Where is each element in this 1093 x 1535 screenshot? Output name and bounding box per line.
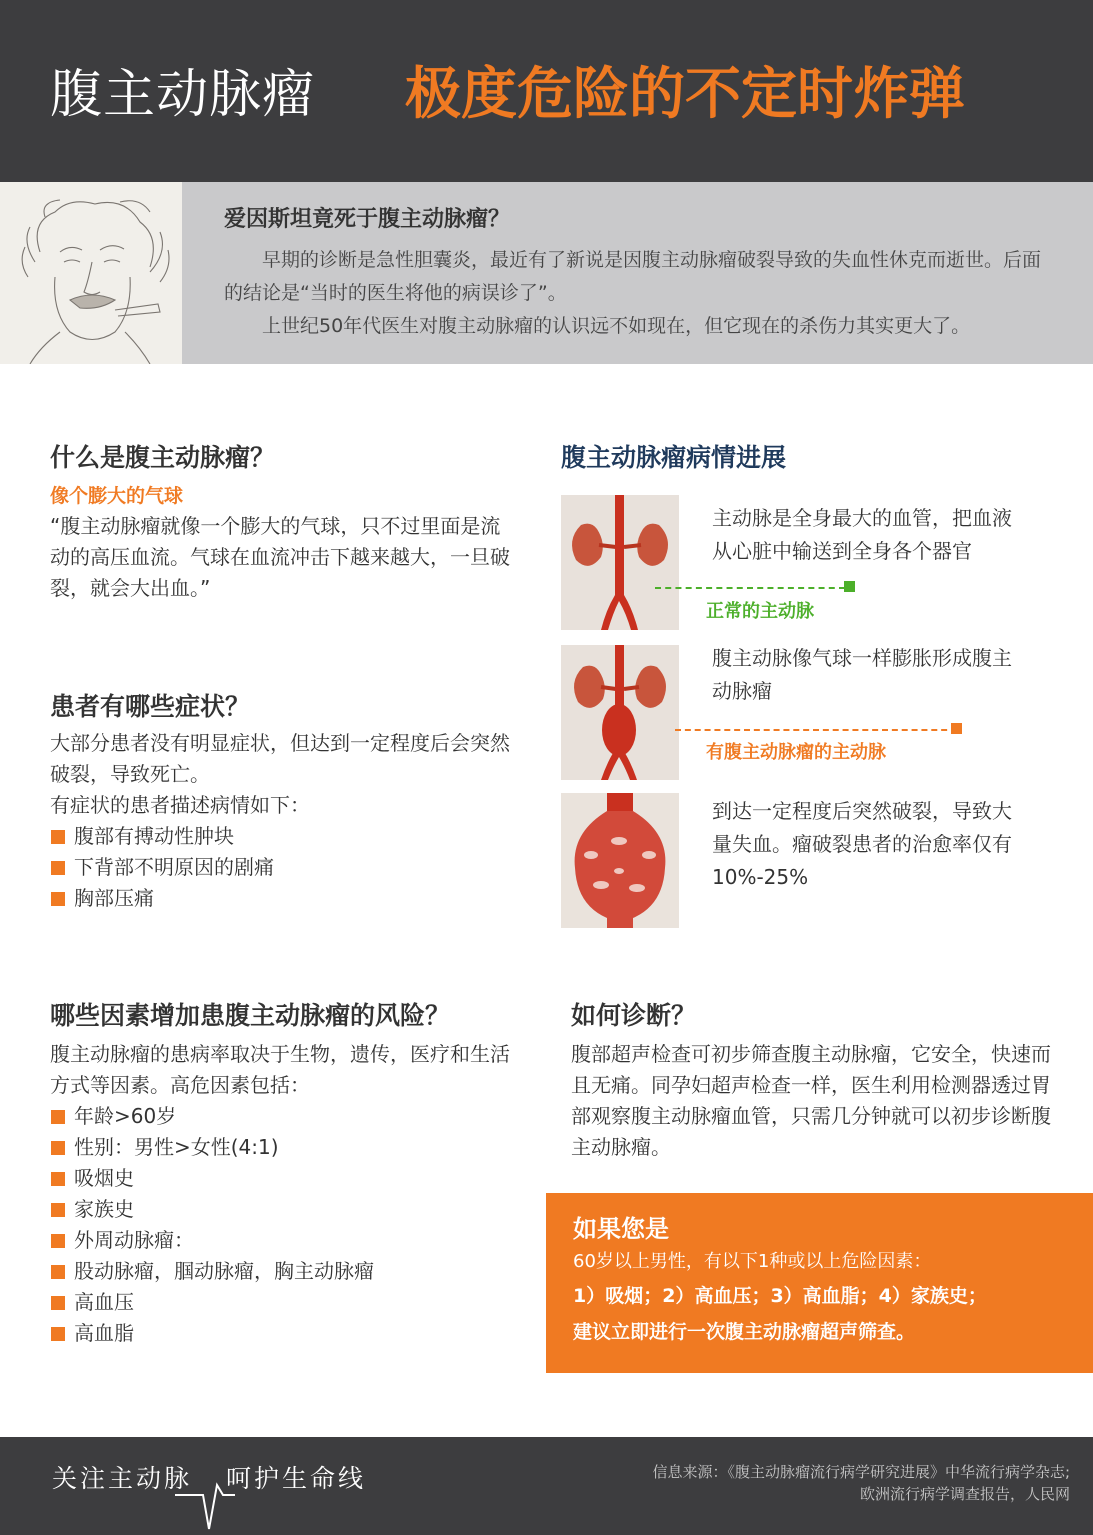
- source-citation: [560, 1461, 1070, 1505]
- stage2-pointer-marker: [951, 723, 962, 734]
- symptoms-intro: 大部分患者没有明显症状，但达到一定程度后会突然破裂，导致死亡。: [50, 731, 510, 786]
- stage1-label: 正常的主动脉: [706, 601, 814, 622]
- list-item: 腹部有搏动性肿块: [50, 821, 515, 852]
- stage2-pointer-line: [675, 729, 957, 731]
- stage1-pointer-marker: [844, 581, 855, 592]
- list-item: 性别：男性>女性(4:1): [50, 1132, 515, 1163]
- source-line: 欧洲流行病学调查报告，人民网: [859, 1485, 1070, 1503]
- page-title: 腹主动脉瘤: [50, 65, 316, 125]
- what-text: “腹主动脉瘤就像一个膨大的气球，只不过里面是流动的高压血流。气球在血流冲击下越来越大，一旦破裂，就会大出血。”: [50, 514, 510, 600]
- ruptured-aneurysm-image: [561, 793, 679, 928]
- einstein-portrait: [0, 182, 182, 364]
- diagnosis-heading: 如何诊断？: [571, 1001, 697, 1030]
- slogan-part-a: 关注主动脉: [52, 1464, 193, 1493]
- callout-title: 如果您是: [573, 1215, 669, 1243]
- screening-callout: [546, 1193, 1093, 1373]
- list-item: 高血压: [50, 1287, 515, 1318]
- symptoms-heading: 患者有哪些症状？: [50, 692, 251, 721]
- list-item: 下背部不明原因的剧痛: [50, 852, 515, 883]
- risk-intro: 腹主动脉瘤的患病率取决于生物，遗传，医疗和生活方式等因素。高危因素包括：: [50, 1042, 510, 1097]
- aneurysm-aorta-image: [561, 645, 679, 780]
- stage1-pointer-line: [655, 587, 845, 589]
- page-subtitle: 极度危险的不定时炸弹: [405, 62, 965, 127]
- stage2-text: 腹主动脉像气球一样膨胀形成腹主动脉瘤: [712, 646, 1012, 703]
- intro-title: 爱因斯坦竟死于腹主动脉瘤？: [224, 207, 511, 232]
- callout-risk-factors: 1）吸烟；2）高血压；3）高血脂；4）家族史；: [573, 1285, 987, 1307]
- list-item: 年龄>60岁: [50, 1101, 515, 1132]
- intro-band: [0, 182, 1093, 364]
- list-item: 股动脉瘤，腘动脉瘤，胸主动脉瘤: [50, 1256, 515, 1287]
- symptoms-list: [50, 728, 515, 914]
- progress-heading: 腹主动脉瘤病情进展: [561, 443, 787, 472]
- what-subheading: 像个膨大的气球: [50, 485, 184, 507]
- intro-paragraph: 早期的诊断是急性胆囊炎，最近有了新说是因腹主动脉瘤破裂导致的失血性休克而逝世。后面的结论是“当时的医生将他的病误诊了”。: [224, 249, 1042, 304]
- what-heading: 什么是腹主动脉瘤？: [50, 443, 276, 472]
- callout-line: 60岁以上男性，有以下1种或以上危险因素：: [573, 1251, 932, 1272]
- normal-aorta-image: [561, 495, 679, 630]
- stage3-text: 到达一定程度后突然破裂，导致大量失血。瘤破裂患者的治愈率仅有10%-25%: [712, 799, 1012, 889]
- list-item: 胸部压痛: [50, 883, 515, 914]
- risk-heading: 哪些因素增加患腹主动脉瘤的风险？: [50, 1001, 451, 1030]
- footer: [0, 1437, 1093, 1535]
- callout-recommendation: 建议立即进行一次腹主动脉瘤超声筛查。: [573, 1321, 916, 1343]
- list-item: 高血脂: [50, 1318, 515, 1349]
- slogan-part-b: 呵护生命线: [226, 1464, 367, 1493]
- header-banner: [0, 0, 1093, 182]
- intro-paragraph: 上世纪50年代医生对腹主动脉瘤的认识远不如现在，但它现在的杀伤力其实更大了。: [262, 315, 971, 337]
- symptoms-intro: 有症状的患者描述病情如下：: [50, 793, 310, 817]
- stage1-text: 主动脉是全身最大的血管，把血液从心脏中输送到全身各个器官: [712, 506, 1012, 563]
- risk-list: [50, 1039, 515, 1349]
- diagnosis-text: 腹部超声检查可初步筛查腹主动脉瘤，它安全，快速而且无痛。同孕妇超声检查一样，医生利用检测器透过胃部观察腹主动脉瘤血管，只需几分钟就可以初步诊断腹主动脉瘤。: [571, 1042, 1051, 1159]
- stage2-label: 有腹主动脉瘤的主动脉: [706, 742, 886, 763]
- list-item: 吸烟史: [50, 1163, 515, 1194]
- list-item: 外周动脉瘤：: [50, 1225, 515, 1256]
- list-item: 家族史: [50, 1194, 515, 1225]
- intro-body: [224, 244, 1054, 343]
- source-line: 信息来源：《腹主动脉瘤流行病学研究进展》中华流行病学杂志;: [652, 1463, 1070, 1481]
